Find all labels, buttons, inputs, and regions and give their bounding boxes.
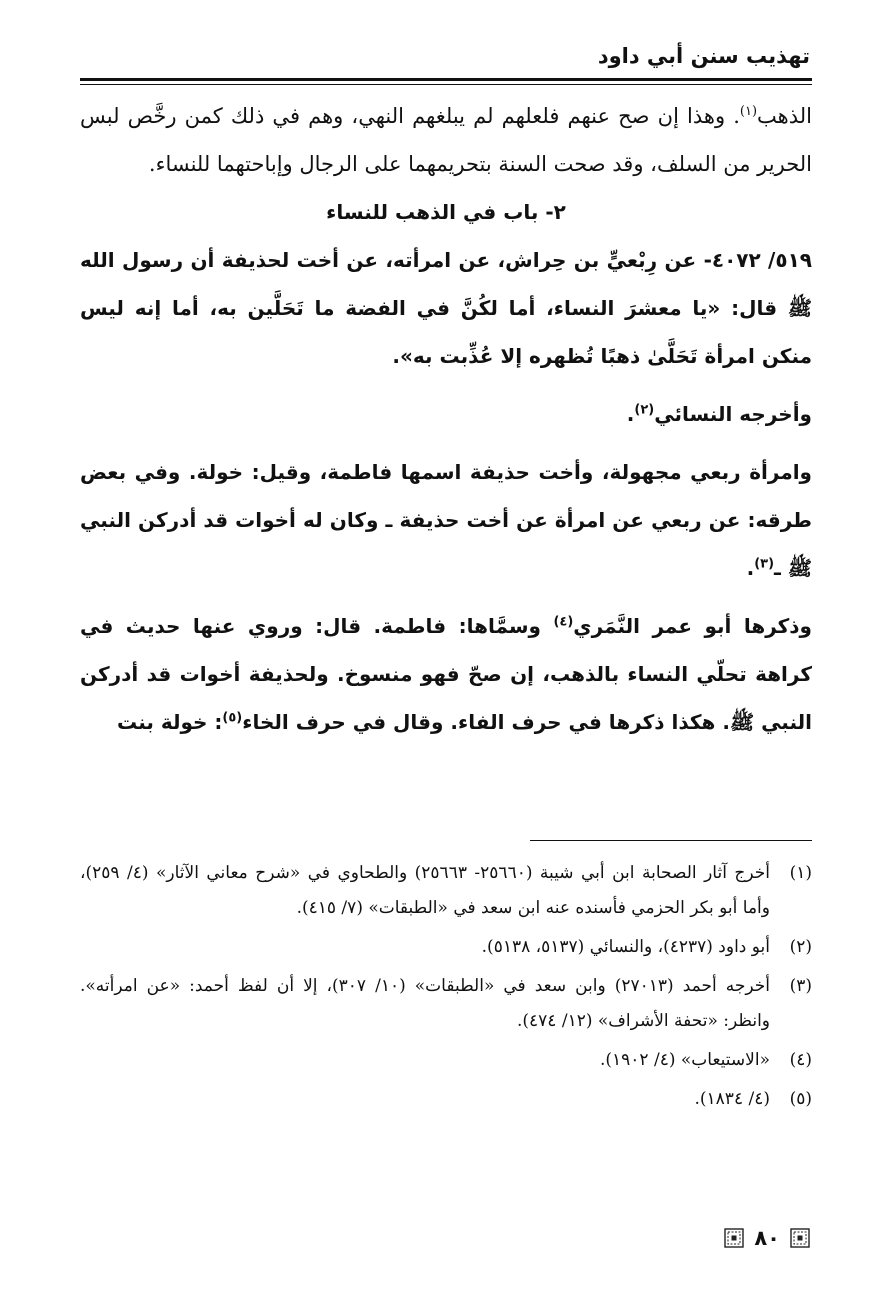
paragraph-2: وأخرجه النسائي$^{(٢)}$.	[626, 402, 812, 426]
footnote-3	[80, 969, 812, 1039]
footnote-text: أبو داود (٤٢٣٧)، والنسائي (٥١٣٧، ٥١٣٨).	[481, 937, 770, 957]
main-text	[80, 92, 812, 746]
footnote-5	[80, 1082, 812, 1117]
footnote-ref-2[interactable]: (٢)	[634, 402, 655, 418]
footnote-text: (٤/ ١٨٣٤).	[694, 1089, 770, 1109]
header-rule-thick	[80, 78, 812, 81]
footnote-ref-4[interactable]: (٤)	[553, 614, 574, 630]
footnote-ref-1[interactable]: (١)	[739, 104, 758, 119]
ornament-icon	[790, 1228, 810, 1248]
header-rule-thin	[80, 84, 812, 85]
footnote-number: (١)	[789, 863, 812, 883]
footnote-ref-5[interactable]: (٥)	[222, 710, 243, 726]
footnotes	[80, 856, 812, 1121]
footnote-1	[80, 856, 812, 926]
ornament-icon	[724, 1228, 744, 1248]
footnote-text: أخرج آثار الصحابة ابن أبي شيبة (٢٥٦٦٠- ٢٥٦٦٣) والطحاوي في «شرح معاني الآثار» (٤/ ٢٥٩)، وأما أبو بكر الحزمي فأسنده عنه ابن سعد في «الطبقات» (٧/ ٤١٥).	[80, 863, 770, 918]
footnote-number: (٢)	[789, 937, 812, 957]
section-heading: ٢- باب في الذهب للنساء	[326, 200, 566, 224]
footnote-number: (٤)	[789, 1050, 812, 1070]
footnote-text: أخرجه أحمد (٢٧٠١٣) وابن سعد في «الطبقات» (١٠/ ٣٠٧)، إلا أن لفظ أحمد: «عن امرأته». وانظر: «تحفة الأشراف» (١٢/ ٤٧٤).	[80, 976, 770, 1031]
footnote-2	[80, 930, 812, 965]
hadith-paragraph	[80, 236, 812, 380]
hadith-text: - عن رِبْعيٍّ بن حِراش، عن امرأته، عن أخت لحذيفة أن رسول الله ﷺ قال: «يا معشرَ النساء، أما لكُنَّ في الفضة ما تَحَلَّين به، أما إنه ليس منكن امرأة تَحَلَّىٰ ذهبًا تُظهره إلا عُذِّبت به».	[80, 248, 812, 368]
footnote-number: (٣)	[789, 976, 812, 996]
footnote-ref-3[interactable]: (٣)	[754, 556, 775, 572]
hadith-number: ٥١٩/ ٤٠٧٢	[711, 248, 812, 272]
footnote-text: «الاستيعاب» (٤/ ١٩٠٢).	[599, 1050, 770, 1070]
footnote-separator	[530, 840, 812, 841]
page-footer	[724, 1226, 810, 1250]
footnote-4	[80, 1043, 812, 1078]
page-number: ٨٠	[754, 1226, 780, 1250]
paragraph-1: الذهب$^{(١)}$. وهذا إن صح عنهم فلعلهم لم يبلغهم النهي، وهم في ذلك كمن رخَّص لبس الحرير من السلف، وقد صحت السنة بتحريمهما على الرجال وإباحتهما للنساء.	[80, 104, 812, 176]
running-head: تهذيب سنن أبي داود	[597, 44, 810, 68]
footnote-number: (٥)	[789, 1089, 812, 1109]
paragraph-3: وامرأة ربعي مجهولة، وأخت حذيفة اسمها فاطمة، وقيل: خولة. وفي بعض طرقه: عن ربعي عن امرأة عن أخت حذيفة ـ وكان له أخوات قد أدركن النبي ﷺ ـ$^{(٣)}$.	[80, 460, 812, 580]
paragraph-4: وذكرها أبو عمر النَّمَري$^{(٤)}$ وسمَّاها: فاطمة. قال: وروي عنها حديث في كراهة تحلّي النساء بالذهب، إن صحّ فهو منسوخ. ولحذيفة أخوات قد أدركن النبي ﷺ. هكذا ذكرها في حرف الفاء. وقال في حرف الخاء$^{(٥)}$: خولة بنت	[80, 614, 812, 734]
